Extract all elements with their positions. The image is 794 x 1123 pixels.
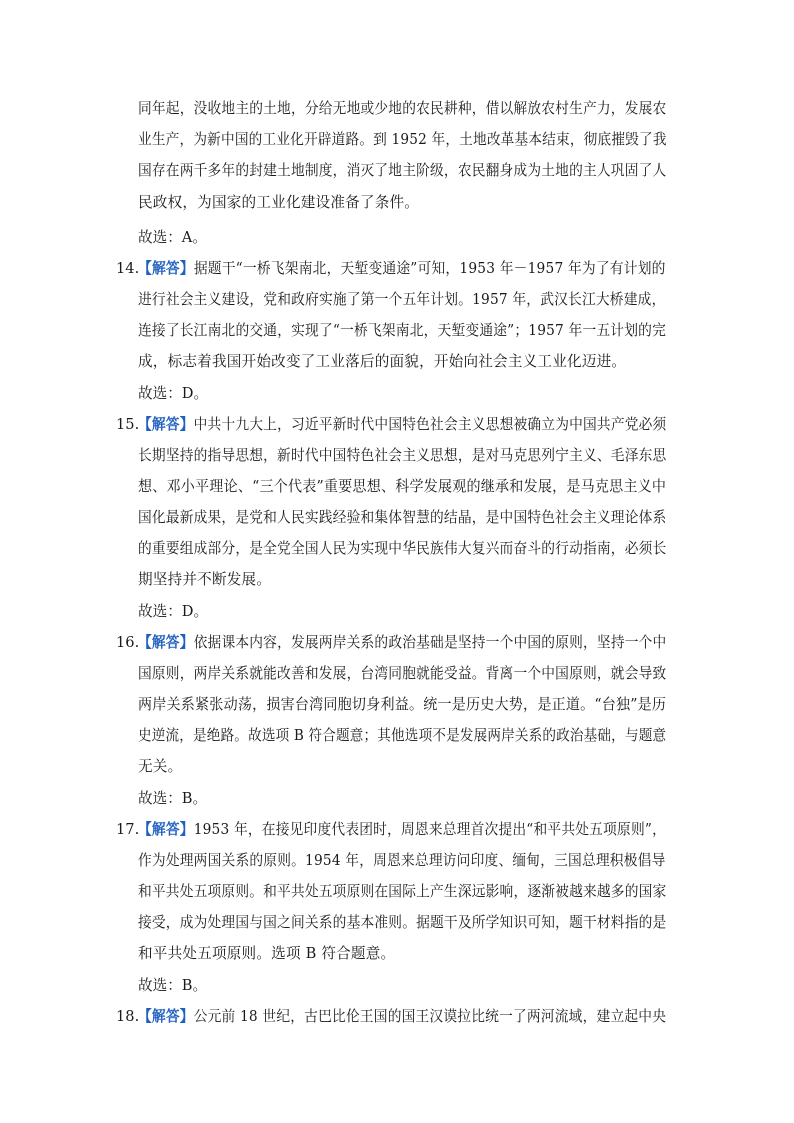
q17-solution-tag: 【解答】: [138, 821, 194, 838]
q16-line-3: 两岸关系紧张动荡，损害台湾同胞切身利益。统一是历史大势，是正道。“台独”是历: [138, 696, 667, 713]
q13-line-3: 国存在两千多年的封建土地制度，消灭了地主阶级，农民翻身成为土地的主人巩固了人: [138, 162, 667, 179]
q14-line-3: 连接了长江南北的交通，实现了“一桥飞架南北，天堑变通途”；1957 年一五计划的完: [138, 322, 666, 339]
q15-line-3: 想、邓小平理论、“三个代表”重要思想、科学发展观的继承和发展，是马克思主义中: [138, 478, 667, 495]
q16-line-2: 国原则，两岸关系就能改善和发展，台湾同胞就能受益。背离一个中国原则，就会导致: [138, 665, 667, 682]
q17-line-2: 作为处理两国关系的原则。1954 年，周恩来总理访问印度、缅甸，三国总理积极倡导: [138, 852, 666, 869]
q14-solution-tag: 【解答】: [138, 260, 194, 277]
q14-first-text: 据题干“一桥飞架南北，天堑变通途”可知，1953 年－1957 年为了有计划的: [193, 260, 666, 277]
q15-answer: 故选：D。: [138, 603, 209, 620]
q15-number: 15.: [116, 416, 140, 433]
q17-first-text: 1953 年，在接见印度代表团时，周恩来总理首次提出“和平共处五项原则”，: [193, 821, 667, 838]
q16-line-1: [138, 633, 666, 653]
q15-line-4: 国化最新成果，是党和人民实践经验和集体智慧的结晶，是中国特色社会主义理论体系: [138, 509, 667, 526]
q15-line-5: 的重要组成部分，是全党全国人民为实现中华民族伟大复兴而奋斗的行动指南，必须长: [138, 540, 667, 557]
q13-line-1: 同年起，没收地主的土地，分给无地或少地的农民耕种，借以解放农村生产力，发展农: [138, 100, 667, 117]
q13-answer: 故选：A。: [138, 229, 207, 246]
q14-number: 14.: [116, 260, 140, 277]
q18-solution-tag: 【解答】: [138, 1008, 194, 1025]
q13-line-4: 民政权，为国家的工业化建设准备了条件。: [138, 194, 420, 211]
q14-answer: 故选：D。: [138, 385, 209, 402]
q14-line-1: [138, 259, 666, 279]
q17-line-3: 和平共处五项原则。和平共处五项原则在国际上产生深远影响，逐渐被越来越多的国家: [138, 883, 667, 900]
q15-line-6: 期坚持并不断发展。: [138, 571, 272, 588]
q14-line-2: 进行社会主义建设，党和政府实施了第一个五年计划。1957 年，武汉长江大桥建成，: [138, 291, 666, 308]
q16-solution-tag: 【解答】: [138, 634, 194, 651]
q17-line-1: [138, 820, 666, 840]
q13-line-2: 业生产，为新中国的工业化开辟道路。到 1952 年，土地改革基本结束，彻底摧毁了我: [138, 131, 667, 148]
q15-line-2: 长期坚持的指导思想，新时代中国特色社会主义思想，是对马克思列宁主义、毛泽东思: [138, 447, 667, 464]
q15-line-1: [138, 415, 666, 435]
q16-answer: 故选：B。: [138, 790, 208, 807]
q18-first-text: 公元前 18 世纪，古巴比伦王国的国王汉谟拉比统一了两河流域，建立起中央: [193, 1008, 667, 1025]
q17-line-5: 和平共处五项原则。选项 B 符合题意。: [138, 945, 396, 962]
q16-first-text: 依据课本内容，发展两岸关系的政治基础是坚持一个中国的原则，坚持一个中: [193, 634, 667, 651]
q18-number: 18.: [116, 1008, 140, 1025]
q15-solution-tag: 【解答】: [138, 416, 194, 433]
q15-first-text: 中共十九大上，习近平新时代中国特色社会主义思想被确立为中国共产党必须: [193, 416, 667, 433]
q16-line-4: 史逆流，是绝路。故选项 B 符合题意；其他选项不是发展两岸关系的政治基础，与题意: [138, 727, 667, 744]
q17-number: 17.: [116, 821, 140, 838]
q17-answer: 故选：B。: [138, 977, 208, 994]
q14-line-4: 成，标志着我国开始改变了工业落后的面貌，开始向社会主义工业化迈进。: [138, 353, 627, 370]
q16-line-5: 无关。: [138, 758, 183, 775]
q16-number: 16.: [116, 634, 140, 651]
q17-line-4: 接受，成为处理国与国之间关系的基本准则。据题干及所学知识可知，题干材料指的是: [138, 914, 667, 931]
q18-line-1: [138, 1007, 666, 1027]
